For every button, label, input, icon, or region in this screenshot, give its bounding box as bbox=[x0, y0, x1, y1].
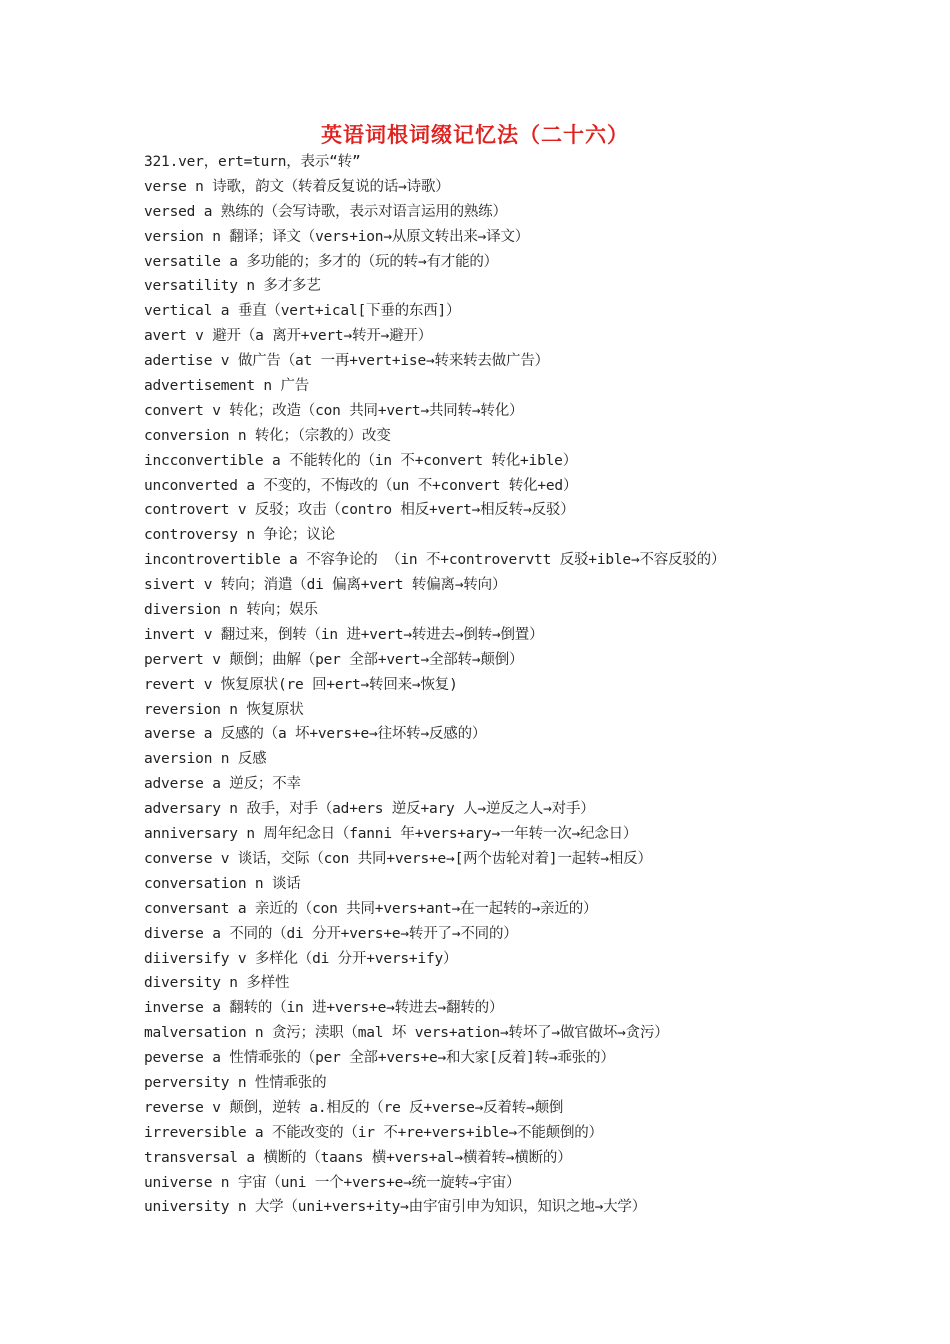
vocab-entry: anniversary n 周年纪念日（fanni 年+vers+ary→一年转一次→纪念日） bbox=[144, 826, 638, 843]
vocab-entry: invert v 翻过来，倒转（in 进+vert→转进去→倒转→倒置） bbox=[144, 626, 544, 643]
vocab-entry: conversation n 谈话 bbox=[144, 875, 301, 892]
vocab-entry: vertical a 垂直（vert+ical[下垂的东西]） bbox=[144, 303, 461, 320]
vocab-entry: reversion n 恢复原状 bbox=[144, 701, 304, 718]
vocab-entry: university n 大学（uni+vers+ity→由宇宙引申为知识，知识之地→大学） bbox=[144, 1199, 647, 1216]
vocab-entry: incconvertible a 不能转化的（in 不+convert 转化+ible） bbox=[144, 452, 578, 469]
vocab-entry: versatility n 多才多艺 bbox=[144, 278, 321, 295]
vocab-entry: aversion n 反感 bbox=[144, 751, 267, 768]
vocab-entry: diversion n 转向；娱乐 bbox=[144, 602, 318, 619]
vocab-entry: versatile a 多功能的；多才的（玩的转→有才能的） bbox=[144, 253, 498, 270]
vocab-entry: universe n 宇宙（uni 一个+vers+e→统一旋转→宇宙） bbox=[144, 1174, 521, 1191]
vocab-entry: unconverted a 不变的，不悔改的（un 不+convert 转化+ed） bbox=[144, 477, 578, 494]
vocab-entry: averse a 反感的（a 坏+vers+e→往坏转→反感的） bbox=[144, 726, 487, 743]
vocab-entry: controversy n 争论；议论 bbox=[144, 527, 335, 544]
vocab-entry: adverse a 逆反；不幸 bbox=[144, 776, 301, 793]
vocab-entry: avert v 避开（a 离开+vert→转开→避开） bbox=[144, 328, 433, 345]
vocab-entry: version n 翻译；译文（vers+ion→从原文转出来→译文） bbox=[144, 228, 530, 245]
vocab-entry: incontrovertible a 不容争论的 （in 不+controvervtt 反驳+ible→不容反驳的） bbox=[144, 552, 726, 569]
vocab-entry: versed a 熟练的（会写诗歌，表示对语言运用的熟练） bbox=[144, 203, 507, 220]
vocab-entry: 321.ver，ert=turn，表示“转” bbox=[144, 154, 361, 170]
vocab-entry: diversity n 多样性 bbox=[144, 975, 290, 992]
vocab-entry: pervert v 颠倒；曲解（per 全部+vert→全部转→颠倒） bbox=[144, 651, 524, 668]
vocabulary-list bbox=[144, 150, 924, 1220]
vocab-entry: perversity n 性情乖张的 bbox=[144, 1074, 327, 1091]
vocab-entry: diiversify v 多样化（di 分开+vers+ify） bbox=[144, 950, 458, 967]
vocab-entry: adversary n 敌手，对手（ad+ers 逆反+ary 人→逆反之人→对手） bbox=[144, 801, 595, 818]
vocab-entry: convert v 转化；改造（con 共同+vert→共同转→转化） bbox=[144, 402, 524, 419]
vocab-entry: revert v 恢复原状(re 回+ert→转回来→恢复) bbox=[144, 676, 458, 693]
vocab-entry: inverse a 翻转的（in 进+vers+e→转进去→翻转的） bbox=[144, 1000, 504, 1017]
vocab-entry: advertisement n 广告 bbox=[144, 378, 310, 395]
vocab-entry: reverse v 颠倒，逆转 a.相反的（re 反+verse→反着转→颠倒 bbox=[144, 1099, 564, 1116]
vocab-entry: converse v 谈话，交际（con 共同+vers+e→[两个齿轮对着]一起转→相反） bbox=[144, 850, 652, 867]
vocab-entry: diverse a 不同的（di 分开+vers+e→转开了→不同的） bbox=[144, 925, 518, 942]
vocab-entry: conversion n 转化；（宗教的）改变 bbox=[144, 427, 391, 444]
vocab-entry: peverse a 性情乖张的（per 全部+vers+e→和大家[反着]转→乖张的） bbox=[144, 1050, 615, 1067]
vocab-entry: verse n 诗歌，韵文（转着反复说的话→诗歌） bbox=[144, 178, 450, 195]
vocab-entry: malversation n 贪污；渎职（mal 坏 vers+ation→转坏了→做官做坏→贪污） bbox=[144, 1025, 669, 1042]
vocab-entry: adertise v 做广告（at 一再+vert+ise→转来转去做广告） bbox=[144, 353, 549, 370]
vocab-entry: conversant a 亲近的（con 共同+vers+ant→在一起转的→亲近的） bbox=[144, 900, 598, 917]
vocab-entry: controvert v 反驳；攻击（contro 相反+vert→相反转→反驳） bbox=[144, 502, 575, 519]
vocab-entry: sivert v 转向；消遣（di 偏离+vert 转偏离→转向） bbox=[144, 577, 507, 594]
vocab-entry: irreversible a 不能改变的（ir 不+re+vers+ible→不能颠倒的） bbox=[144, 1124, 603, 1141]
vocab-entry: transversal a 横断的（taans 横+vers+al→横着转→横断的） bbox=[144, 1149, 572, 1166]
page-title: 英语词根词缀记忆法（二十六） bbox=[321, 123, 629, 147]
